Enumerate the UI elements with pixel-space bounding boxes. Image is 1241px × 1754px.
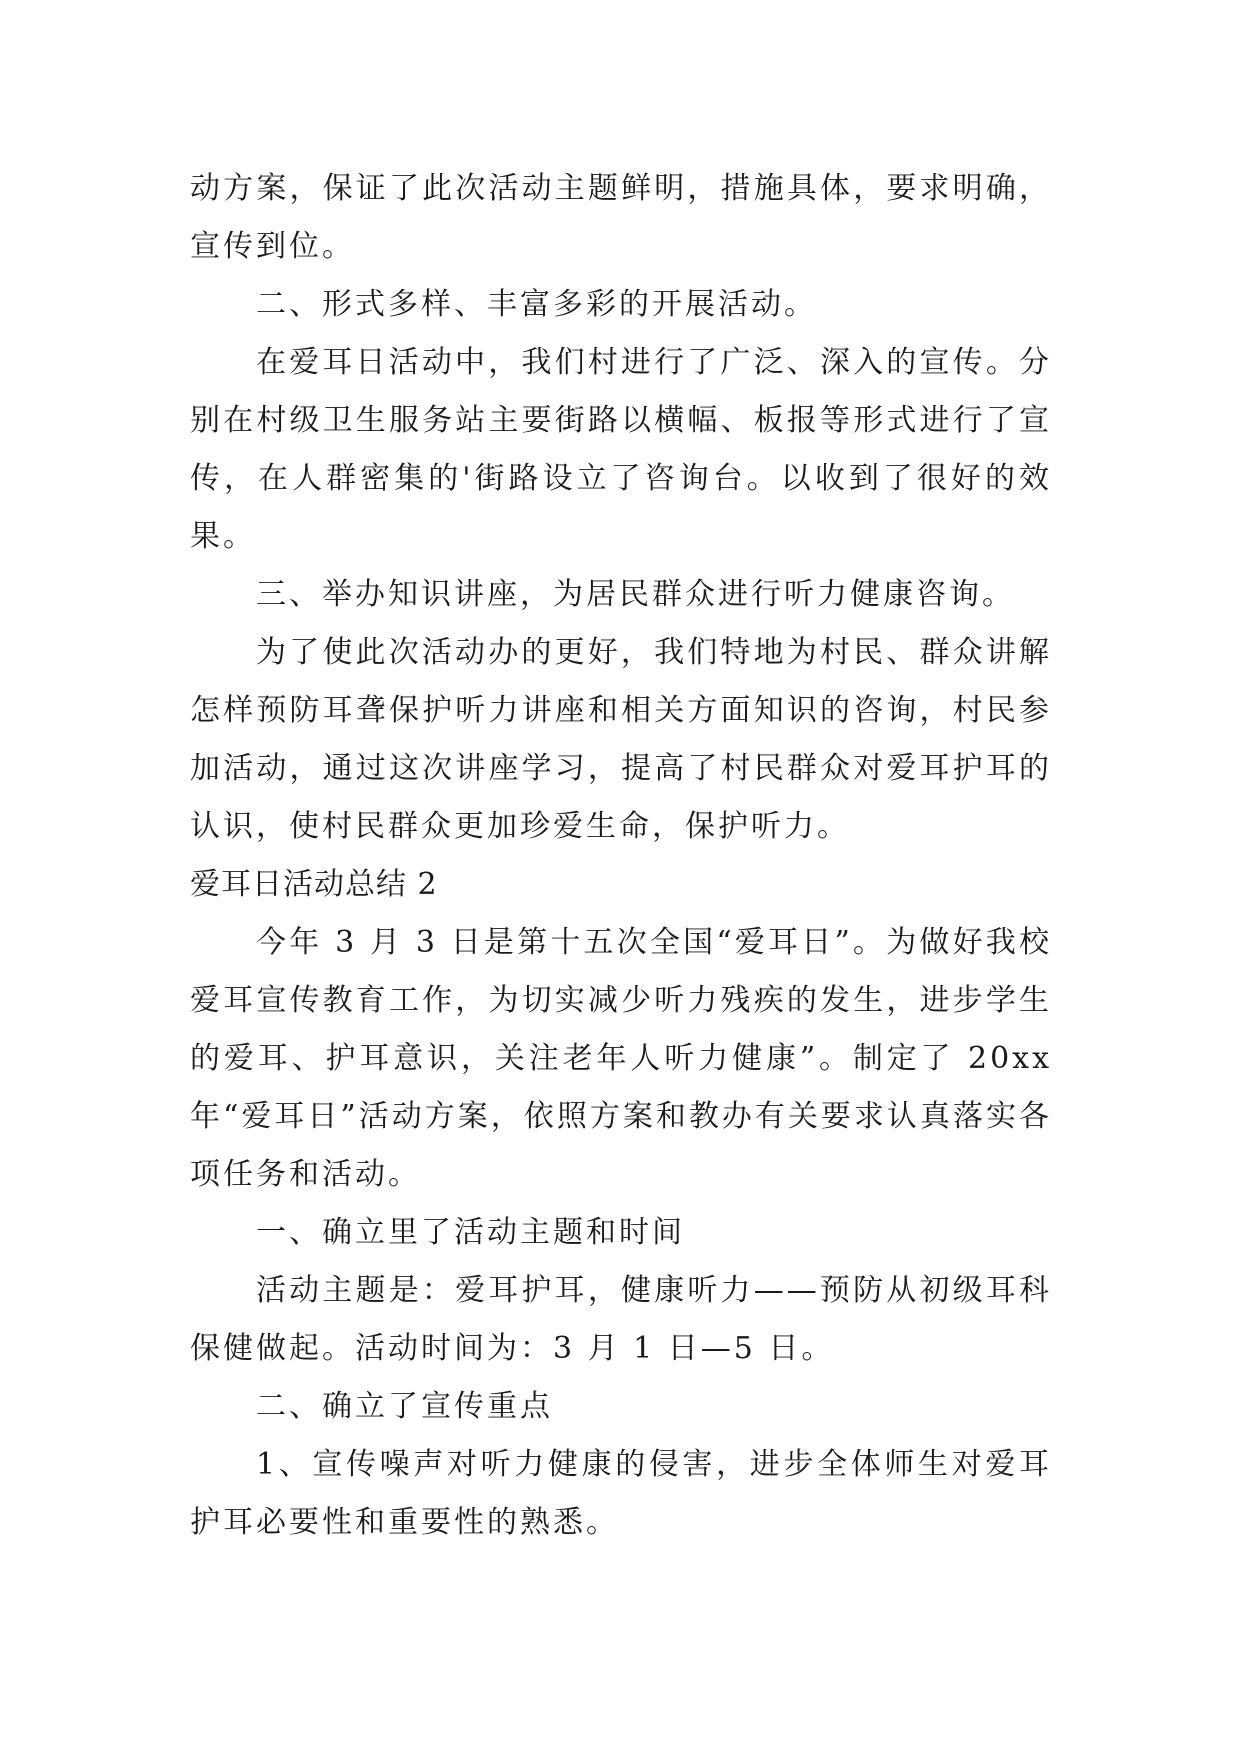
paragraph-continued: 动方案，保证了此次活动主题鲜明，措施具体，要求明确，宣传到位。 <box>190 171 1052 264</box>
document-title: 爱耳日活动总结 2 <box>190 867 438 902</box>
section-heading-one: 一、确立里了活动主题和时间 <box>256 1215 685 1250</box>
paragraph: 活动主题是：爱耳护耳，健康听力——预防从初级耳科保健做起。活动时间为：3 月 1 日—5 日。 <box>190 1273 1052 1366</box>
paragraph: 为了使此次活动办的更好，我们特地为村民、群众讲解怎样预防耳聋保护听力讲座和相关方面知识的咨询，村民参加活动，通过这次讲座学习，提高了村民群众对爱耳护耳的认识，使村民群众更加珍爱生命，保护听力。 <box>190 635 1052 844</box>
list-item: 1、宣传噪声对听力健康的侵害，进步全体师生对爱耳护耳必要性和重要性的熟悉。 <box>190 1447 1052 1540</box>
paragraph: 今年 3 月 3 日是第十五次全国“爱耳日”。为做好我校爱耳宣传教育工作，为切实减少听力残疾的发生，进步学生的爱耳、护耳意识，关注老年人听力健康”。制定了 20xx 年“爱耳日”活动方案，依照方案和教办有关要求认真落实各项任务和活动。 <box>190 925 1052 1192</box>
section-heading-two: 二、确立了宣传重点 <box>256 1389 553 1424</box>
section-heading-three: 三、举办知识讲座，为居民群众进行听力健康咨询。 <box>256 577 1015 612</box>
document-body <box>190 160 1052 1552</box>
section-heading-two: 二、形式多样、丰富多彩的开展活动。 <box>256 287 817 322</box>
paragraph: 在爱耳日活动中，我们村进行了广泛、深入的宣传。分别在村级卫生服务站主要街路以横幅、板报等形式进行了宣传，在人群密集的'街路设立了咨询台。以收到了很好的效果。 <box>190 345 1052 554</box>
